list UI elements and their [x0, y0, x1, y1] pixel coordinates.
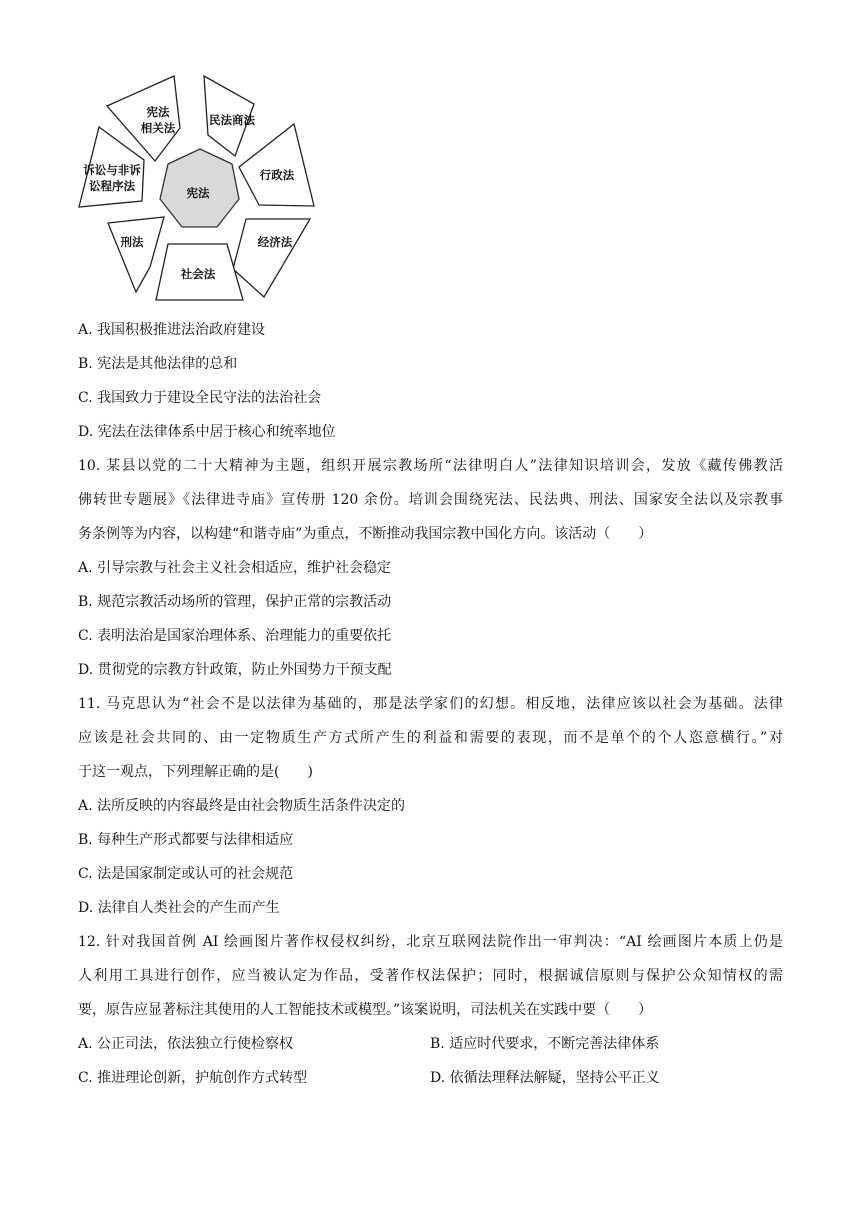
q11-option-b: B. 每种生产形式都要与法律相适应	[78, 832, 294, 848]
q11-option-c: C. 法是国家制定或认可的社会规范	[78, 866, 294, 882]
legal-system-diagram	[76, 70, 326, 306]
q10-stem-line-2: 佛转世专题展》《法律进寺庙》宣传册 120 余份。培训会围绕宪法、民法典、刑法、国家安全法以及宗教事	[78, 492, 783, 508]
q11-stem-line-3: 于这一观点，下列理解正确的是( )	[78, 764, 313, 780]
segment-label-procedural-2: 讼程序法	[89, 179, 135, 193]
legal-system-diagram-svg	[76, 70, 326, 306]
center-label: 宪法	[186, 186, 210, 200]
segment-label-criminal: 刑法	[120, 235, 144, 249]
q10-stem-line-1: 10. 某县以党的二十大精神为主题，组织开展宗教场所“法律明白人”法律知识培训会，发放《藏传佛教活	[78, 458, 783, 474]
segment-label-constitution-related-2: 相关法	[140, 121, 176, 135]
q12-stem-line-3: 要，原告应显著标注其使用的人工智能技术或模型。”该案说明，司法机关在实践中要（ ）	[78, 1002, 653, 1018]
q10-option-d: D. 贯彻党的宗教方针政策，防止外国势力干预支配	[78, 662, 392, 678]
q11-option-d: D. 法律自人类社会的产生而产生	[78, 900, 280, 916]
segment-administrative	[239, 124, 314, 206]
q9-option-a: A. 我国积极推进法治政府建设	[78, 322, 266, 338]
segment-label-administrative: 行政法	[259, 168, 295, 182]
q12-option-b: B. 适应时代要求，不断完善法律体系	[430, 1036, 660, 1052]
q11-option-a: A. 法所反映的内容最终是由社会物质生活条件决定的	[78, 798, 406, 814]
segment-economic	[233, 219, 310, 297]
segment-label-economic: 经济法	[257, 235, 293, 249]
q12-stem-line-2: 人利用工具进行创作，应当被认定为作品，受著作权法保护；同时，根据诚信原则与保护公众知情权的需	[78, 968, 783, 984]
q12-stem-line-1: 12. 针对我国首例 AI 绘画图片著作权侵权纠纷，北京互联网法院作出一审判决：“AI 绘画图片本质上仍是	[78, 934, 783, 950]
segment-criminal	[108, 217, 164, 292]
segment-label-social: 社会法	[180, 267, 216, 281]
q9-option-c: C. 我国致力于建设全民守法的法治社会	[78, 390, 322, 406]
q12-option-a: A. 公正司法，依法独立行使检察权	[78, 1036, 294, 1052]
q10-option-c: C. 表明法治是国家治理体系、治理能力的重要依托	[78, 628, 392, 644]
segment-label-constitution-related-1: 宪法	[146, 105, 170, 119]
q10-stem-line-3: 务条例等为内容，以构建“和谐寺庙”为重点，不断推动我国宗教中国化方向。该活动（ ）	[78, 526, 653, 542]
q11-stem-line-2: 应该是社会共同的、由一定物质生产方式所产生的利益和需要的表现，而不是单个的个人恣意横行。”对	[78, 730, 783, 746]
q11-stem-line-1: 11. 马克思认为“社会不是以法律为基础的，那是法学家们的幻想。相反地，法律应该以社会为基础。法律	[78, 696, 783, 712]
q10-option-a: A. 引导宗教与社会主义社会相适应，维护社会稳定	[78, 560, 392, 576]
q10-option-b: B. 规范宗教活动场所的管理，保护正常的宗教活动	[78, 594, 392, 610]
q12-option-c: C. 推进理论创新，护航创作方式转型	[78, 1070, 308, 1086]
segment-label-procedural-1: 诉讼与非诉	[83, 163, 141, 177]
segment-label-civil-commercial: 民法商法	[209, 113, 255, 127]
q12-option-d: D. 依循法理释法解疑，坚持公平正义	[430, 1070, 660, 1086]
q9-option-b: B. 宪法是其他法律的总和	[78, 356, 238, 372]
q9-option-d: D. 宪法在法律体系中居于核心和统率地位	[78, 424, 336, 440]
